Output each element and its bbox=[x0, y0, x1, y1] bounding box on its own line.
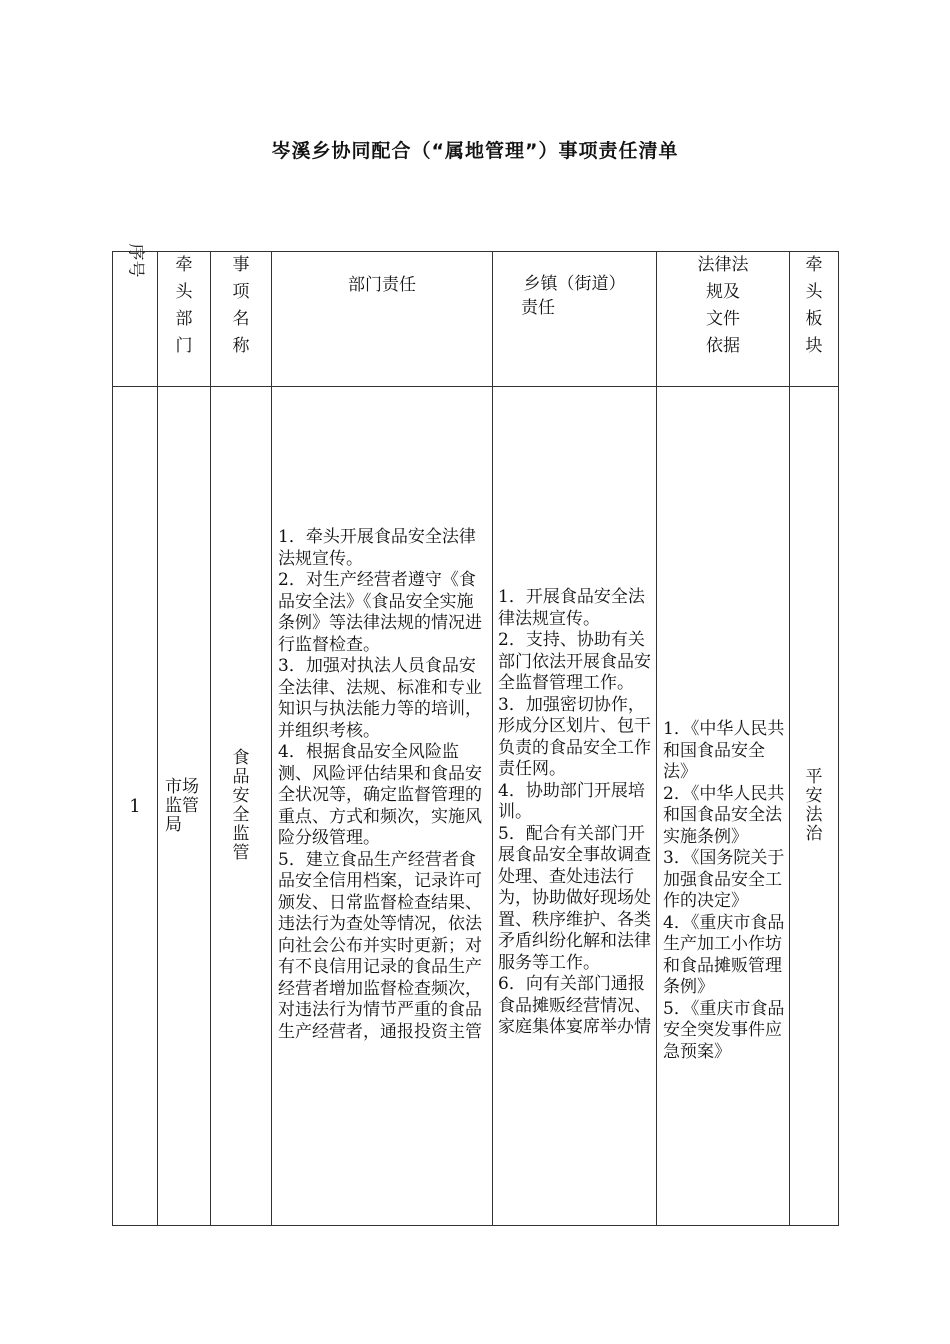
header-law-line4: 依据 bbox=[706, 336, 740, 356]
header-law-line1: 法律法 bbox=[697, 255, 749, 275]
table-row bbox=[113, 387, 839, 1226]
town-duty-item: 5．配合有关部门开展食品安全事故调查处理、查处违法行为，协助做好现场处置、秩序维护、各类矛盾纠纷化解和法律服务等工作。 bbox=[498, 823, 651, 973]
law-basis-item: 5．《重庆市食品安全突发事件应急预案》 bbox=[663, 998, 785, 1062]
law-basis-item: 2．《中华人民共和国食品安全法实施条例》 bbox=[663, 783, 785, 847]
dept-duty-item: 3．加强对执法人员食品安全法律、法规、标准和专业知识与执法能力等的培训，并组织考核。 bbox=[278, 656, 482, 741]
town-duty-item: 6．向有关部门通报食品摊贩经营情况、家庭集体宴席举办情 bbox=[498, 974, 651, 1037]
header-town-duty bbox=[493, 252, 657, 387]
dept-duty-item: 2．对生产经营者遵守《食品安全法》《食品安全实施条例》等法律法规的情况进行监督检查。 bbox=[278, 570, 482, 655]
law-basis-item: 1．《中华人民共和国食品安全法》 bbox=[663, 719, 785, 782]
cell-seq bbox=[113, 387, 158, 1226]
law-basis-item: 3．《国务院关于加强食品安全工作的决定》 bbox=[663, 848, 785, 911]
cell-town-duty bbox=[493, 387, 657, 1226]
header-dept-duty-label: 部门责任 bbox=[348, 275, 416, 295]
town-duty-list bbox=[493, 587, 656, 1039]
header-seq-label: 序号 bbox=[125, 243, 146, 278]
dept-duty-item: 4．根据食品安全风险监测、风险评估结果和食品安全状况等，确定监督管理的重点、方式和频次，实施风险分级管理。 bbox=[278, 742, 482, 848]
cell-lead-dept bbox=[158, 387, 211, 1226]
header-sector bbox=[790, 252, 839, 387]
header-item-name-label: 事项名称 bbox=[232, 255, 250, 356]
table-header-row bbox=[113, 252, 839, 387]
header-town-duty-line1: 乡镇（街道） bbox=[523, 274, 626, 294]
town-duty-item: 1．开展食品安全法律法规宣传。 bbox=[498, 587, 645, 629]
header-town-duty-line2: 责任 bbox=[521, 298, 555, 318]
town-duty-item: 2．支持、协助有关部门依法开展食品安全监督管理工作。 bbox=[498, 630, 651, 693]
town-duty-item: 3．加强密切协作，形成分区划片、包干负责的食品安全工作责任网。 bbox=[498, 694, 651, 779]
cell-item-name bbox=[211, 387, 272, 1226]
cell-sector bbox=[790, 387, 839, 1226]
town-duty-item: 4．协助部门开展培训。 bbox=[498, 780, 645, 822]
law-basis-list bbox=[657, 719, 789, 1063]
row-seq: 1 bbox=[129, 795, 141, 817]
header-lead-dept bbox=[158, 252, 211, 387]
header-lead-dept-label: 牵头部门 bbox=[175, 255, 193, 356]
header-dept-duty bbox=[272, 252, 493, 387]
cell-law-basis bbox=[657, 387, 790, 1226]
row-item-name: 食品安全监管 bbox=[232, 748, 250, 863]
header-seq bbox=[113, 243, 158, 387]
header-law-basis bbox=[657, 252, 790, 387]
law-basis-item: 4．《重庆市食品生产加工小作坊和食品摊贩管理条例》 bbox=[663, 912, 785, 997]
header-law-line2: 规及 bbox=[706, 282, 740, 302]
dept-duty-item: 5．建立食品生产经营者食品安全信用档案，记录许可颁发、日常监督检查结果、违法行为查处等情况，依法向社会公布并实时更新；对有不良信用记录的食品生产经营者增加监督检查频次，对违法行为情节严重的食品生产经营者，通报投资主管 bbox=[278, 849, 482, 1042]
page-title: 岑溪乡协同配合（“属地管理”）事项责任清单 bbox=[271, 140, 679, 162]
dept-duty-list bbox=[272, 527, 492, 1043]
responsibility-table bbox=[112, 243, 839, 1226]
header-item-name bbox=[211, 252, 272, 387]
row-lead-dept: 市场监管局 bbox=[165, 776, 199, 835]
dept-duty-item: 1．牵头开展食品安全法律法规宣传。 bbox=[278, 527, 476, 569]
cell-dept-duty bbox=[272, 387, 493, 1226]
header-sector-label: 牵头板块 bbox=[805, 255, 823, 356]
header-law-line3: 文件 bbox=[706, 309, 740, 329]
row-sector: 平安法治 bbox=[805, 767, 823, 844]
